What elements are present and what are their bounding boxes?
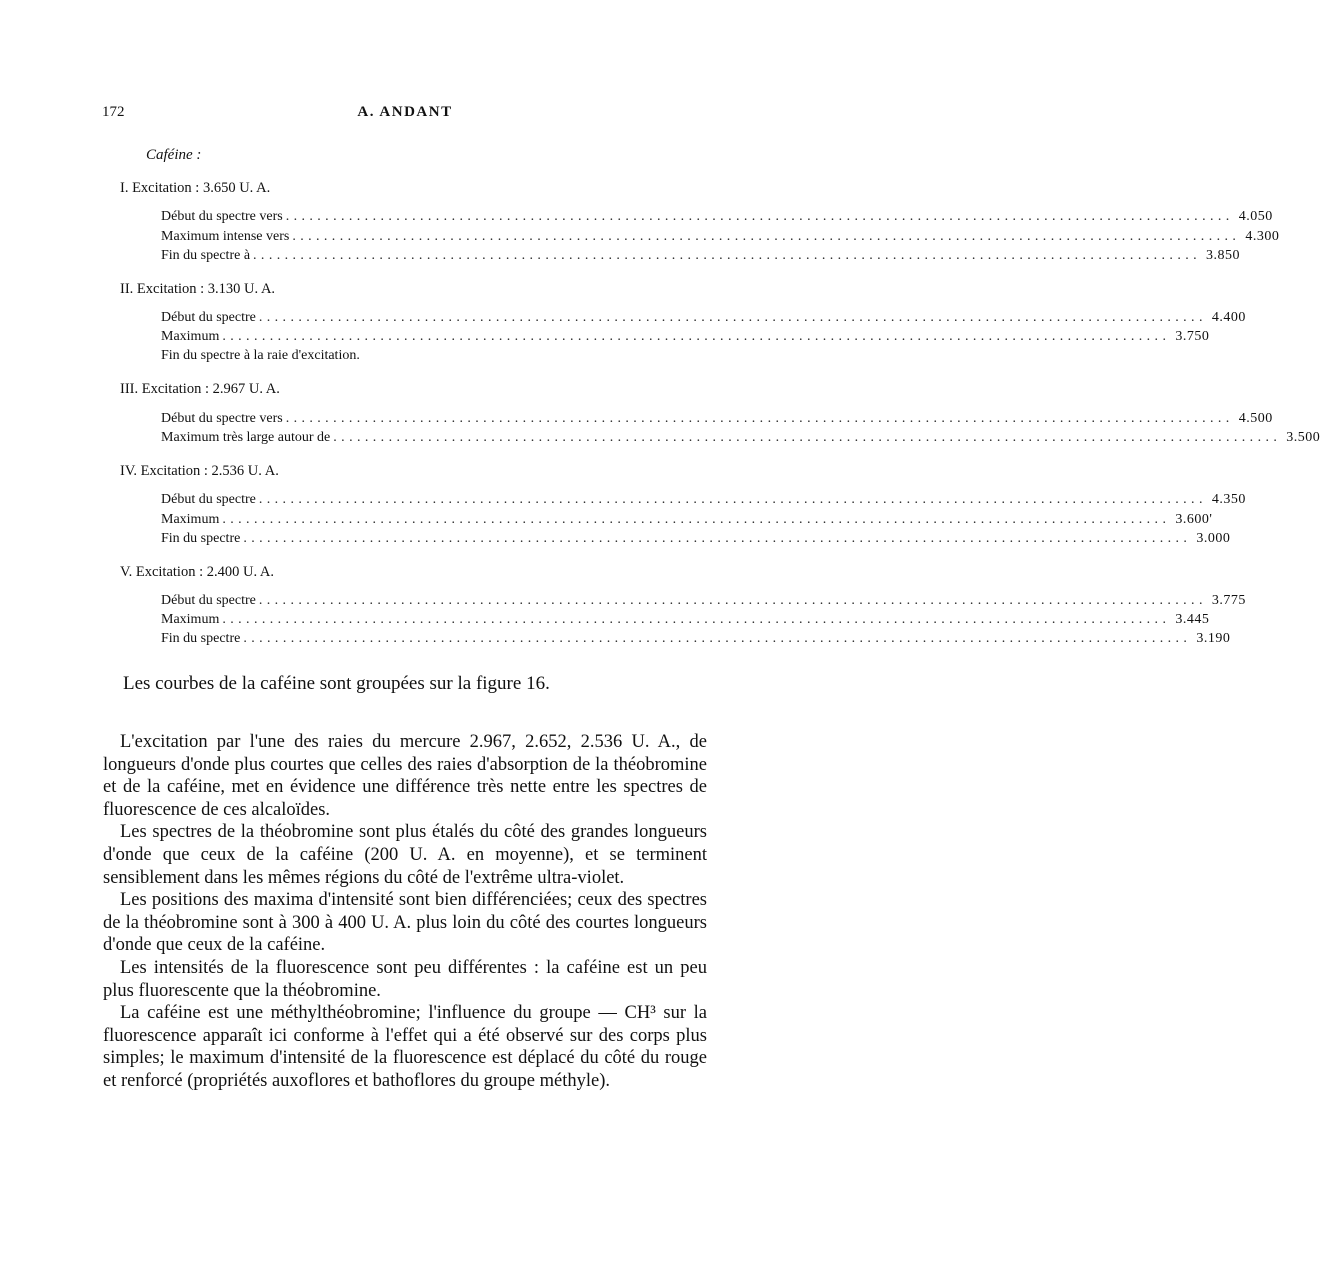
row-label: Début du spectre vers xyxy=(161,207,286,227)
figure-reference: Les courbes de la caféine sont groupées sur la figure 16. xyxy=(123,673,550,694)
data-row xyxy=(161,510,1213,530)
row-label: Fin du spectre xyxy=(161,629,243,649)
row-value: 4.350 xyxy=(1211,492,1246,507)
dot-leader: ........................................................................................................................ xyxy=(285,411,1234,426)
row-label: Fin du spectre xyxy=(161,529,243,549)
row-value: 3.445 xyxy=(1175,612,1210,627)
row-label: Maximum xyxy=(161,610,222,630)
row-label: Maximum très large autour de xyxy=(161,428,333,448)
paragraph: L'excitation par l'une des raies du mercure 2.967, 2.652, 2.536 U. A., de longueurs d'onde plus courtes que celles des raies d'absorption de la théobromine et de la caféine, met en évidence une différence très nette entre les spectres de fluorescence de ces alcaloïdes. xyxy=(103,732,707,820)
data-row xyxy=(161,428,1320,448)
dot-leader: ........................................................................................................................ xyxy=(258,310,1207,325)
data-row xyxy=(161,529,1231,549)
row-value: 3.775 xyxy=(1211,593,1246,608)
dot-leader: ........................................................................................................................ xyxy=(222,512,1171,527)
dot-leader: ........................................................................................................................ xyxy=(243,531,1192,546)
row-value: 3.190 xyxy=(1196,631,1231,646)
body-text xyxy=(103,731,707,1093)
row-label: Maximum intense vers xyxy=(161,227,292,247)
row-label: Fin du spectre à xyxy=(161,246,253,266)
excitation-heading: III. Excitation : 2.967 U. A. xyxy=(120,381,280,397)
paragraph: Les positions des maxima d'intensité sont bien différenciées; ceux des spectres de la théobromine sont à 300 à 400 U. A. plus loin du côté des courtes longueurs d'onde que ceux de la caféine. xyxy=(103,890,707,956)
row-value: 3.750 xyxy=(1175,329,1210,344)
data-row xyxy=(161,490,1246,510)
row-label: Maximum xyxy=(161,510,222,530)
dot-leader: ........................................................................................................................ xyxy=(222,329,1171,344)
dot-leader: ........................................................................................................................ xyxy=(333,430,1282,445)
row-value: 4.050 xyxy=(1238,209,1273,224)
dot-leader: ........................................................................................................................ xyxy=(258,492,1207,507)
dot-leader: ........................................................................................................................ xyxy=(222,612,1171,627)
dot-leader: ........................................................................................................................ xyxy=(285,209,1234,224)
paragraph: Les intensités de la fluorescence sont peu différentes : la caféine est un peu plus fluorescente que la théobromine. xyxy=(103,957,707,1001)
row-label: Début du spectre vers xyxy=(161,409,286,429)
running-header xyxy=(102,104,708,126)
page-number: 172 xyxy=(102,104,125,120)
data-row xyxy=(161,610,1210,630)
section-title: Caféine : xyxy=(146,147,202,163)
running-title: A. ANDANT xyxy=(357,104,453,120)
dot-leader: ........................................................................................................................ xyxy=(258,593,1207,608)
data-row xyxy=(161,207,1273,227)
row-label: Fin du spectre à la raie d'excitation. xyxy=(161,346,360,366)
dot-leader: ........................................................................................................................ xyxy=(243,631,1192,646)
data-row xyxy=(161,409,1273,429)
data-row xyxy=(161,591,1246,611)
row-value: 4.300 xyxy=(1245,229,1280,244)
paragraph: Les spectres de la théobromine sont plus étalés du côté des grandes longueurs d'onde que ceux de la caféine (200 U. A. en moyenne), et se terminent sensiblement dans les mêmes régions du côté de l'extrême ultra-violet. xyxy=(103,822,707,888)
excitation-heading: V. Excitation : 2.400 U. A. xyxy=(120,564,274,580)
data-row xyxy=(161,346,650,366)
row-value: 3.500 xyxy=(1286,430,1320,445)
row-value: 3.000 xyxy=(1196,531,1231,546)
dot-leader: ........................................................................................................................ xyxy=(253,248,1202,263)
row-label: Début du spectre xyxy=(161,308,259,328)
data-row xyxy=(161,629,1231,649)
row-label: Début du spectre xyxy=(161,591,259,611)
excitation-heading: I. Excitation : 3.650 U. A. xyxy=(120,180,271,196)
row-value: 3.600' xyxy=(1175,512,1213,527)
row-value: 4.500 xyxy=(1238,411,1273,426)
data-row xyxy=(161,308,1246,328)
paragraph: La caféine est une méthylthéobromine; l'influence du groupe — CH³ sur la fluorescence apparaît ici conforme à l'effet qui a été observé sur des corps plus simples; le maximum d'intensité de la fluorescence est déplacé du côté du rouge et renforcé (propriétés auxoflores et bathoflores du groupe méthyle). xyxy=(103,1003,707,1091)
row-label: Début du spectre xyxy=(161,490,259,510)
row-label: Maximum xyxy=(161,327,222,347)
excitation-heading: IV. Excitation : 2.536 U. A. xyxy=(120,463,279,479)
row-value: 3.850 xyxy=(1206,248,1241,263)
excitation-heading: II. Excitation : 3.130 U. A. xyxy=(120,281,276,297)
row-value: 4.400 xyxy=(1211,310,1246,325)
data-row xyxy=(161,246,1241,266)
dot-leader: ........................................................................................................................ xyxy=(292,229,1241,244)
data-row xyxy=(161,227,1280,247)
data-row xyxy=(161,327,1210,347)
